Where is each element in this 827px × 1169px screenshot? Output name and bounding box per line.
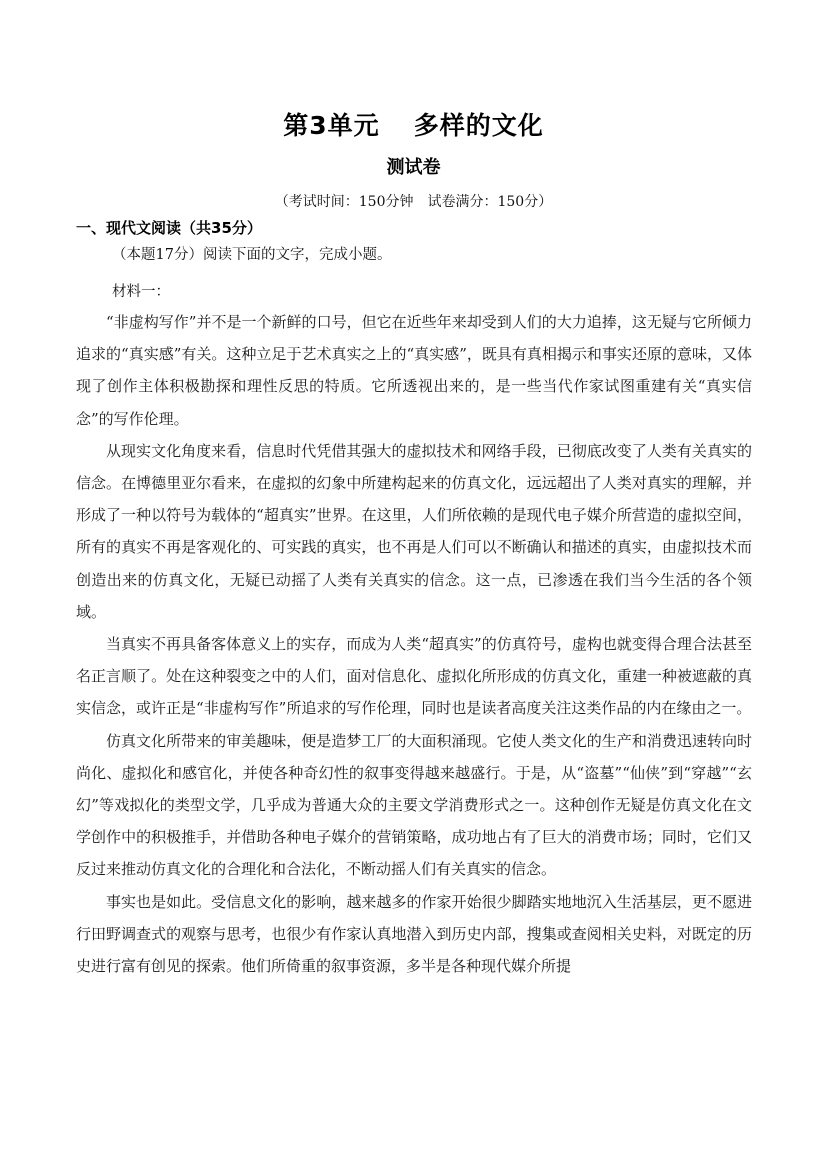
title-unit: 第3单元 xyxy=(283,111,380,140)
passage-paragraph: 事实也是如此。受信息文化的影响，越来越多的作家开始很少脚踏实地地沉入生活基层，更不愿进行田野调查式的观察与思考，也很少有作家认真地潜入到历史内部，搜集或查阅相关史料，对既定的历史进行富有创见的探索。他们所倚重的叙事资源，多半是各种现代媒介所提 xyxy=(76,892,752,976)
section-heading: 一、现代文阅读（共35分） xyxy=(76,219,262,237)
passage-paragraph: 当真实不再具备客体意义上的实存，而成为人类“超真实”的仿真符号，虚构也就变得合理合法甚至名正言顺了。处在这种裂变之中的人们，面对信息化、虚拟化所形成的仿真文化，重建一种被遮蔽的真实信念，或许正是“非虚构写作”所追求的写作伦理，同时也是读者高度关注这类作品的内在缘由之一。 xyxy=(76,635,752,718)
reading-passage xyxy=(76,306,752,982)
page-title xyxy=(0,106,827,142)
material-label: 材料一： xyxy=(112,284,170,300)
passage-paragraph: “非虚构写作”并不是一个新鲜的口号，但它在近些年来却受到人们的大力追捧，这无疑与它所倾力追求的“真实感”有关。这种立足于艺术真实之上的“真实感”，既具有真相揭示和事实还原的意味，又体现了创作主体积极勘探和理性反思的特质。它所透视出来的，是一些当代作家试图重建有关“真实信念”的写作伦理。 xyxy=(76,313,752,428)
page-subtitle: 测试卷 xyxy=(386,157,441,178)
passage-paragraph: 从现实文化角度来看，信息时代凭借其强大的虚拟技术和网络手段，已彻底改变了人类有关真实的信念。在博德里亚尔看来，在虚拟的幻象中所建构起来的仿真文化，远远超出了人类对真实的理解，并形成了一种以符号为载体的“超真实”世界。在这里，人们所依赖的是现代电子媒介所营造的虚拟空间，所有的真实不再是客观化的、可实践的真实，也不再是人们可以不断确认和描述的真实，由虚拟技术而创造出来的仿真文化，无疑已动摇了人类有关真实的信念。这一点，已渗透在我们当今生活的各个领域。 xyxy=(76,441,752,621)
title-theme: 多样的文化 xyxy=(413,111,544,140)
question-intro: （本题17分）阅读下面的文字，完成小题。 xyxy=(112,247,392,263)
exam-info: （考试时间：150分钟 试卷满分：150分） xyxy=(274,194,553,210)
passage-paragraph: 仿真文化所带来的审美趣味，便是造梦工厂的大面积涌现。它使人类文化的生产和消费迅速转向时尚化、虚拟化和感官化，并使各种奇幻性的叙事变得越来越盛行。于是，从“盗墓”“仙侠”到“穿越”“玄幻”等戏拟化的类型文学，几乎成为普通大众的主要文学消费形式之一。这种创作无疑是仿真文化在文学创作中的积极推手，并借助各种电子媒介的营销策略，成功地占有了巨大的消费市场；同时，它们又反过来推动仿真文化的合理化和合法化，不断动摇人们有关真实的信念。 xyxy=(76,731,752,879)
